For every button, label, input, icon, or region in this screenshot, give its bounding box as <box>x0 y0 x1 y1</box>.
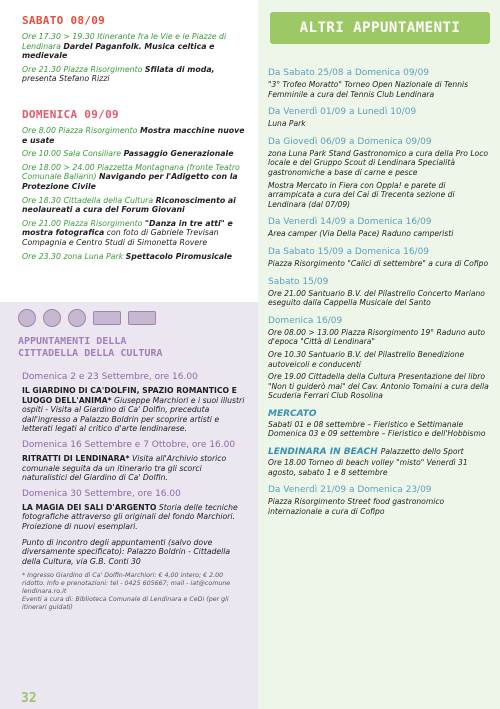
item-text: Ore 08.00 > 13.00 Piazza Risorgimento 19° Raduno auto d'epoca "Città di Lendinara" <box>268 327 486 347</box>
item-text-2: Mostra Mercato in Fiera con Oppla! e parete di arrampicata a cura del Cai di Trecenta sezione di Lendinara (dal 07/09) <box>268 180 455 209</box>
item-text: Piazza Risorgimento "Calici di settembre" a cura di Cofipo <box>268 258 489 268</box>
sponsor-logos <box>18 306 242 330</box>
item-date: Da Giovedì 06/09 a Domenica 09/09 <box>268 136 432 147</box>
item-date: Domenica 16/09 <box>268 315 343 326</box>
culture-date: Domenica 2 e 23 Settembre, ore 16.00 <box>22 372 198 382</box>
item-date: Da Venerdì 21/09 a Domenica 23/09 <box>268 485 432 496</box>
library-logo <box>128 311 156 325</box>
culture-date: Domenica 30 Settembre, ore 16.00 <box>22 488 181 499</box>
item-text: Piazza Risorgimento Street food gastronomico internazionale a cura di Cofipo <box>268 497 445 516</box>
right-list <box>268 60 490 516</box>
culture-block: IL GIARDINO DI CA'DOLFIN, SPAZIO ROMANTICO E LUOGO DELL'ANIMA* Giuseppe Marchiori e i suoi illustri ospiti - Visita al Giardino di Ca' Dolfin, preceduta dall'ingresso a Palazzo Boldrin per scoprire artisti e letterati legati al critico d'arte lendinarese. <box>22 386 245 434</box>
palazzo-boldrin-logo <box>93 311 121 325</box>
event-item: Ore 10.00 Sala Consiliare Passaggio Generazionale <box>22 149 234 159</box>
item-date: Da Venerdì 01/09 a Lunedì 10/09 <box>268 107 417 118</box>
item-text-2: Ore 10.30 Santuario B.V. del Pilastrello Benedizione autoveicoli e conducenti <box>268 349 465 369</box>
page-number: 32 <box>21 691 37 706</box>
culture-blocks <box>22 366 247 612</box>
sunday-section <box>22 108 250 265</box>
item-text-3: Ore 19.00 Cittadella della Cultura Presentazione del libro "Non ti guiderò mai" del Cav. Antonio Tomaini a cura della Scuderia Ferrari Club Rosolina <box>268 372 489 401</box>
item-text: "3° Trofeo Moratto" Torneo Open Nazionale di Tennis Femminile a cura del Tennis Club Lendinara <box>268 80 469 99</box>
event-item: Ore 23.30 zona Luna Park Spettacolo Piromusicale <box>22 251 233 261</box>
event-item: Ore 8.00 Piazza Risorgimento Mostra macchine nuove e usate <box>22 126 245 145</box>
item-date: Sabato 15/09 <box>268 276 329 287</box>
saturday-header: SABATO 08/09 <box>22 14 106 27</box>
city-crest-logo <box>18 309 36 327</box>
cedi-logo <box>68 309 86 327</box>
culture-block: LA MAGIA DEI SALI D'ARGENTO Storia delle tecniche fotografiche attraverso gli originali del fondo Marchiori. Proiezione di nuovi esemplari. <box>22 502 238 531</box>
culture-date: Domenica 16 Settembre e 7 Ottobre, ore 16.00 <box>22 439 236 450</box>
item-text: Luna Park <box>268 119 306 129</box>
culture-title: APPUNTAMENTI DELLA CITTADELLA DELLA CULTURA <box>18 336 163 359</box>
item-text: Ore 21.00 Santuario B.V. del Pilastrello Concerto Mariano eseguito dalla Cappella Musicale del Santo <box>268 288 485 308</box>
item-text: Area camper (Via Della Pace) Raduno camperisti <box>268 229 454 239</box>
item-date: Da Venerdì 14/09 a Domenica 16/09 <box>268 217 432 228</box>
right-title: ALTRI APPUNTAMENTI <box>270 12 490 44</box>
item-date: Da Sabato 15/09 a Domenica 16/09 <box>268 246 430 257</box>
item-text: Ore 18.00 Torneo di beach volley "misto" Venerdì 31 agosto, sabato 1 e 8 settembre <box>268 458 468 477</box>
event-item: Ore 18.00 > 24.00 Piazzetta Montagnana (fronte Teatro Comunale Ballarin) Navigando per l'Adigetto con la Protezione Civile <box>22 162 240 191</box>
capital-city-logo <box>43 309 61 327</box>
item-date: Da Sabato 25/08 a Domenica 09/09 <box>268 68 430 78</box>
note-2: Eventi a cura di: Biblioteca Comunale di Lendinara e CeDi (per gli itinerari guidati) <box>22 596 229 612</box>
meeting-point: Punto di incontro degli appuntamenti (salvo dove diversamente specificato): Palazzo Boldrin - Cittadella della Cultura, via G.B. Conti 30 <box>22 537 231 566</box>
item-text: Sabati 01 e 08 settembre – Fieristico e Settimanale Domenica 03 e 09 settembre – Fieristico e dell'Hobbismo <box>268 419 486 439</box>
event-item: Ore 17.30 > 19.30 Itinerante fra le Vie e le Piazze di Lendinara Dardel Paganfolk. Musica celtica e medievale <box>22 32 227 61</box>
culture-block: RITRATTI DI LENDINARA* Visita all'Archivio storico comunale seguita da un itinerario tra gli scorci naturalistici del Giardino di Ca' Dolfin. <box>22 453 227 483</box>
event-item: Ore 21.30 Piazza Risorgimento Sfilata di moda, presenta Stefano Rizzi <box>22 64 215 84</box>
market-title: MERCATO <box>268 408 317 419</box>
item-text: zona Luna Park Stand Gastronomico a cura della Pro Loco locale e del Gruppo Scout di Lendinara Specialità gastronomiche a base di carne e pesce <box>268 148 489 177</box>
event-item: Ore 21.00 Piazza Risorgimento "Danza in tre atti" e mostra fotografica con foto di Gabriele Trevisan Compagnia e Centro Studi di Simonetta Rovere <box>22 218 233 247</box>
saturday-section <box>22 14 250 88</box>
sunday-header: DOMENICA 09/09 <box>22 108 119 121</box>
event-item: Ore 18.30 Cittadella della Cultura Riconoscimento ai neolaureati a cura del Forum Giovani <box>22 195 236 215</box>
beach-title: LENDINARA IN BEACH Palazzetto dello Sport <box>268 447 464 458</box>
note-1: * Ingresso Giardino di Ca' Dolfin-Marchiori: € 4,00 intero; € 2.00 ridotto. Info e prenotazioni: tel - 0425 605667; mail - iat@comune lendinara.ro.it <box>22 572 231 596</box>
